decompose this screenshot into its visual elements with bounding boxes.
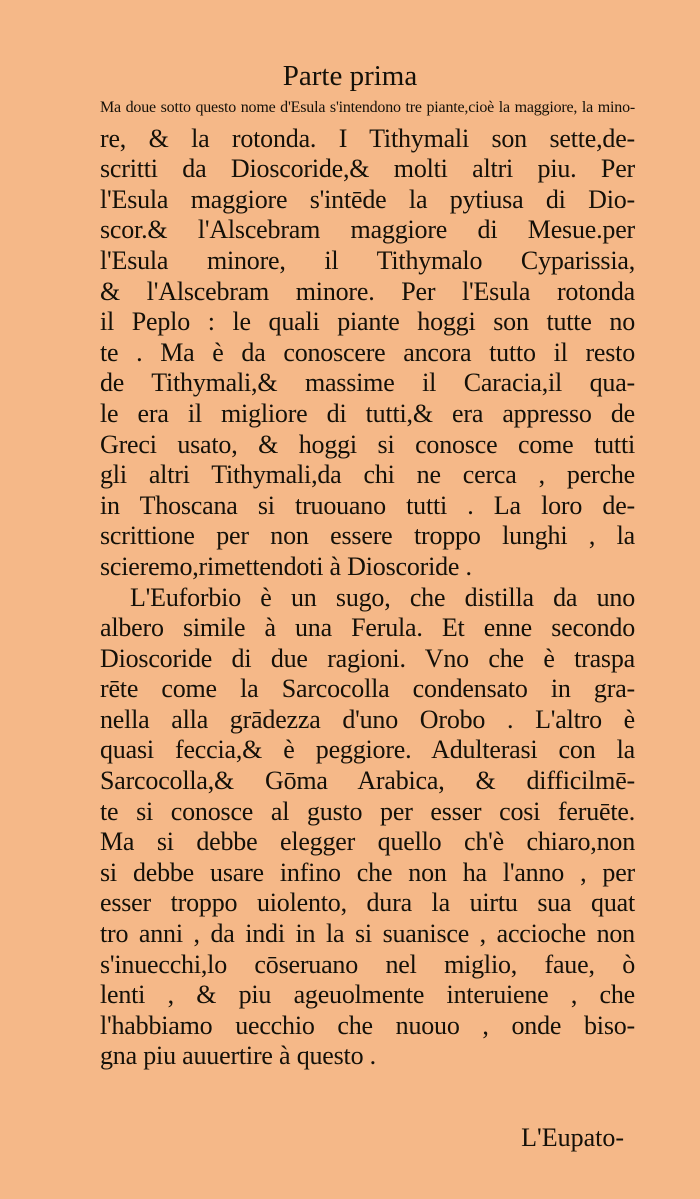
text-line: s'inuecchi,lo cōseruano nel miglio, faue, ò [100, 949, 635, 979]
text-line: in Thoscana si truouano tutti . La loro de- [100, 490, 635, 520]
text-line: l'habbiamo uecchio che nuouo , onde biso- [100, 1010, 635, 1040]
text-line: il Peplo : le quali piante hoggi son tutte no [100, 307, 635, 337]
text-line: quasi feccia,& è peggiore. Adulterasi con la [100, 735, 635, 765]
text-line: Sarcocolla,& Gōma Arabica, & difficilmē- [100, 766, 635, 796]
text-line: re, & la rotonda. I Tithymali son sette,de- [100, 123, 635, 153]
text-line: l'Esula maggiore s'intēde la pytiusa di Dio- [100, 184, 635, 214]
text-line: te . Ma è da conoscere ancora tutto il resto [100, 337, 635, 367]
text-line: scritti da Dioscoride,& molti altri piu. Per [100, 154, 635, 184]
text-line: scieremo,rimettendoti à Dioscoride . [100, 551, 472, 581]
text-line: Ma doue sotto questo nome d'Esula s'intendono tre piante,cioè la maggiore, la mino- [100, 99, 635, 116]
text-line: lenti , & piu ageuolmente interuiene , che [100, 980, 635, 1010]
text-line: tro anni , da indi in la si suanisce , accioche non [100, 919, 635, 949]
text-line: Ma si debbe elegger quello ch'è chiaro,non [100, 827, 635, 857]
paragraph [100, 583, 635, 1073]
text-line: rēte come la Sarcocolla condensato in gra- [100, 674, 635, 704]
text-line: gli altri Tithymali,da chi ne cerca , perche [100, 460, 635, 490]
text-line: Dioscoride di due ragioni. Vno che è traspa [100, 643, 635, 673]
text-line: scrittione per non essere troppo lunghi , la [100, 521, 635, 551]
text-line: gna piu auuertire à questo . [100, 1041, 376, 1071]
text-line: l'Esula minore, il Tithymalo Cyparissia, [100, 245, 635, 275]
paragraph [100, 93, 635, 583]
body-text [100, 93, 635, 1072]
text-line: L'Euforbio è un sugo, che distilla da uno [130, 582, 635, 612]
text-line: & l'Alscebram minore. Per l'Esula rotonda [100, 276, 635, 306]
text-line: Greci usato, & hoggi si conosce come tutti [100, 429, 635, 459]
text-line: esser troppo uiolento, dura la uirtu sua quat [100, 888, 635, 918]
text-line: te si conosce al gusto per esser cosi feruēte. [100, 796, 635, 826]
text-line: si debbe usare infino che non ha l'anno , per [100, 857, 635, 887]
text-line: albero simile à una Ferula. Et enne secondo [100, 613, 635, 643]
running-header: Parte prima [282, 60, 418, 92]
catchword: L'Eupato- [521, 1123, 624, 1152]
text-line: le era il migliore di tutti,& era appresso de [100, 398, 635, 428]
text-line: scor.& l'Alscebram maggiore di Mesue.per [100, 215, 635, 245]
text-line: nella alla grādezza d'uno Orobo . L'altro è [100, 704, 635, 734]
text-line: de Tithymali,& massime il Caracia,il qua- [100, 368, 635, 398]
